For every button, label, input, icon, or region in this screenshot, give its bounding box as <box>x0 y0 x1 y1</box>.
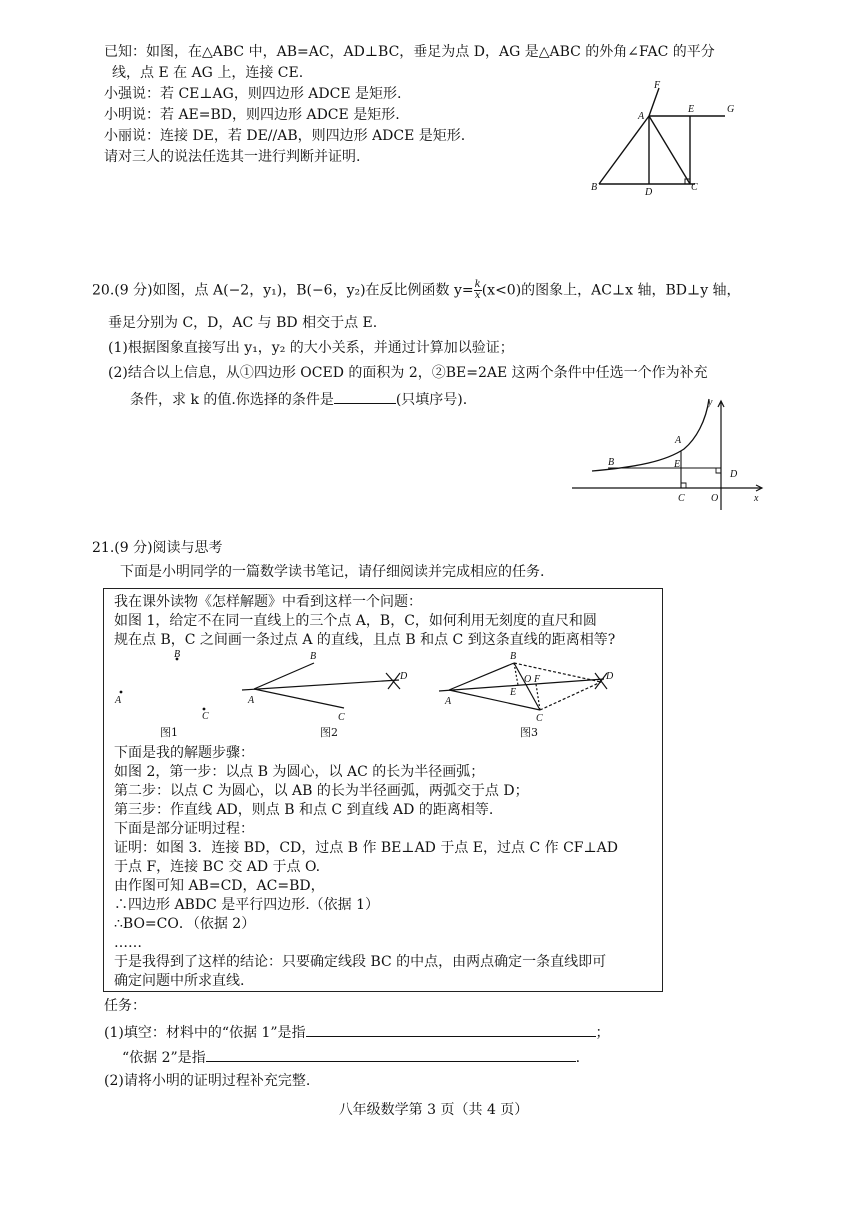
fig2-label-a: A <box>248 695 255 706</box>
notes-line: 于是我得到了这样的结论：只要确定线段 BC 的中点，由两点确定一条直线即可 <box>114 954 607 970</box>
fig1-caption: 图1 <box>160 726 178 739</box>
task2: (2)请将小明的证明过程补充完整. <box>104 1073 311 1089</box>
notes-bottom <box>114 744 618 991</box>
figure-3 <box>439 663 607 710</box>
q21-figures <box>104 649 660 739</box>
task1a: (1)填空：材料中的“依据 1”是指 <box>104 1025 306 1041</box>
q21-title: 21.(9 分)阅读与思考 <box>92 540 223 556</box>
fig3-label-c: C <box>536 713 543 724</box>
notes-line: 于点 F，连接 BC 交 AD 于点 O. <box>114 859 321 875</box>
fig2-label-d: D <box>400 671 408 682</box>
q19-label-f: F <box>654 80 661 91</box>
fig1-point-a <box>120 691 123 694</box>
fig3-label-e: E <box>510 687 517 698</box>
notes-line: 第三步：作直线 AD，则点 B 和点 C 到直线 AD 的距离相等. <box>114 802 494 818</box>
q20-stem <box>92 280 741 301</box>
q20-fraction <box>474 280 482 301</box>
task1a-line <box>104 1021 610 1042</box>
q20-label-a: A <box>675 435 682 446</box>
q19-segment-ac <box>649 116 690 184</box>
notes-line: ∴BO=CO．（依据 2） <box>114 916 256 932</box>
fig3-segment-ac <box>449 690 540 710</box>
figure-2-labels <box>247 651 408 723</box>
basis2-blank[interactable] <box>206 1046 576 1062</box>
fig2-label-b: B <box>310 651 317 662</box>
q19-line: 小强说：若 CE⊥AG，则四边形 ADCE 是矩形. <box>104 86 402 102</box>
task1b-end: . <box>575 1050 581 1066</box>
fig2-segment-ac <box>254 689 344 708</box>
fig3-caption: 图3 <box>520 726 538 739</box>
fig3-segment-bc <box>514 663 540 710</box>
fig3-label-a: A <box>445 696 452 707</box>
page-footer: 八年级数学第 3 页（共 4 页） <box>338 1102 529 1118</box>
q20-label-o: O <box>711 493 719 504</box>
q20-right-angle-c <box>681 483 686 488</box>
q21-tasks <box>104 996 610 1092</box>
q20-part2a: (2)结合以上信息，从①四边形 OCED 的面积为 2，②BE=2AE 这两个条件中任选一个作为补充 <box>108 365 708 381</box>
notes-line: 如图 1，给定不在同一直线上的三个点 A，B，C，如何利用无刻度的直尺和圆 <box>114 613 597 629</box>
fig1-label-c: C <box>202 711 209 722</box>
q19-label-a: A <box>638 111 645 122</box>
q20-graph <box>568 395 768 515</box>
fig3-label-o: O <box>524 674 532 685</box>
q19-line: 小明说：若 AE=BD，则四边形 ADCE 是矩形. <box>104 107 400 123</box>
q20-frac-num: k <box>474 279 481 290</box>
fig3-line-ad <box>439 679 604 691</box>
q20-intro-after: (x<0)的图象上，AC⊥x 轴，BD⊥y 轴， <box>481 282 741 299</box>
q19-line: 小丽说：连接 DE，若 DE//AB，则四边形 ADCE 是矩形. <box>104 128 466 144</box>
figure-1 <box>114 649 209 722</box>
q20-label-d: D <box>730 469 738 480</box>
q19-label-b: B <box>591 182 598 193</box>
figure-2 <box>242 663 400 708</box>
fig3-label-d: D <box>606 671 614 682</box>
fig2-caption: 图2 <box>320 726 338 739</box>
q20-part1: (1)根据图象直接写出 y₁，y₂ 的大小关系，并通过计算加以验证； <box>108 340 514 356</box>
notes-line: 下面是我的解题步骤： <box>114 745 254 761</box>
notes-line: 证明：如图 3．连接 BD，CD，过点 B 作 BE⊥AD 于点 E，过点 C 作 CF⊥AD <box>114 840 619 856</box>
notes-line: 确定问题中所求直线. <box>114 973 245 989</box>
notes-line: 如图 2，第一步：以点 B 为圆心，以 AC 的长为半径画弧； <box>114 764 485 780</box>
q20-right-angle-d <box>716 468 721 473</box>
q20-answer-blank[interactable] <box>334 388 396 404</box>
q20-label-y: y <box>708 397 713 408</box>
notes-line: …… <box>114 935 142 951</box>
q20-line2: 垂足分别为 C，D，AC 与 BD 相交于点 E. <box>108 315 378 331</box>
basis1-blank[interactable] <box>306 1021 596 1037</box>
q19-label-c: C <box>691 182 698 193</box>
q19-figure <box>585 78 745 198</box>
q20-label-e: E <box>674 459 681 470</box>
q20-label-x: x <box>754 493 759 504</box>
q19-line: 线，点 E 在 AG 上，连接 CE. <box>112 65 304 81</box>
q19-label-g: G <box>727 104 735 115</box>
q20-part2b: 条件，求 k 的值.你选择的条件是 <box>130 392 334 408</box>
q20-intro-before: 20.(9 分)如图，点 A(−2，y₁)，B(−6，y₂)在反比例函数 y= <box>92 282 474 299</box>
fig2-label-c: C <box>338 712 345 723</box>
notes-top <box>114 593 615 650</box>
q20-label-c: C <box>678 493 685 504</box>
fig3-segment-cd <box>540 682 601 710</box>
task1b: “依据 2”是指 <box>122 1050 206 1066</box>
q19-line: 已知：如图，在△ABC 中，AB=AC，AD⊥BC，垂足为点 D，AG 是△ABC 的外角∠FAC 的平分 <box>104 44 715 60</box>
fig1-label-b: B <box>174 649 181 660</box>
reading-notes-box <box>103 588 663 992</box>
task1b-line <box>104 1046 610 1067</box>
notes-line: 下面是部分证明过程： <box>114 821 254 837</box>
q19-segment-ab <box>599 116 649 184</box>
fig1-point-c <box>203 708 206 711</box>
q19-segment-af <box>649 88 659 116</box>
q19-line: 请对三人的说法任选其一进行判断并证明. <box>104 149 361 165</box>
task1a-end: ； <box>595 1025 610 1041</box>
q20-part2c: (只填序号). <box>395 392 468 408</box>
fig3-label-b: B <box>510 651 517 662</box>
q20-frac-den: x <box>474 290 481 301</box>
figure-3-labels <box>444 651 614 724</box>
fig2-segment-ab <box>254 663 314 689</box>
q19-label-d: D <box>645 187 653 198</box>
notes-line: 第二步：以点 C 为圆心，以 AB 的长为半径画弧，两弧交于点 D； <box>114 783 529 799</box>
q19-label-e: E <box>688 104 695 115</box>
notes-line: 我在课外读物《怎样解题》中看到这样一个问题： <box>114 594 422 610</box>
notes-line: 由作图可知 AB=CD，AC=BD， <box>114 878 325 894</box>
fig1-label-a: A <box>115 695 122 706</box>
fig3-label-f: F <box>534 674 541 685</box>
q20-label-b: B <box>608 457 615 468</box>
notes-line: 规在点 B，C 之间画一条过点 A 的直线，且点 B 和点 C 到这条直线的距离相等? <box>114 632 616 648</box>
notes-line: ∴四边形 ABDC 是平行四边形.（依据 1） <box>114 897 380 913</box>
q21-intro: 下面是小明同学的一篇数学读书笔记，请仔细阅读并完成相应的任务. <box>120 564 545 580</box>
task-title: 任务： <box>104 998 146 1014</box>
fig2-line-ad <box>242 680 399 690</box>
